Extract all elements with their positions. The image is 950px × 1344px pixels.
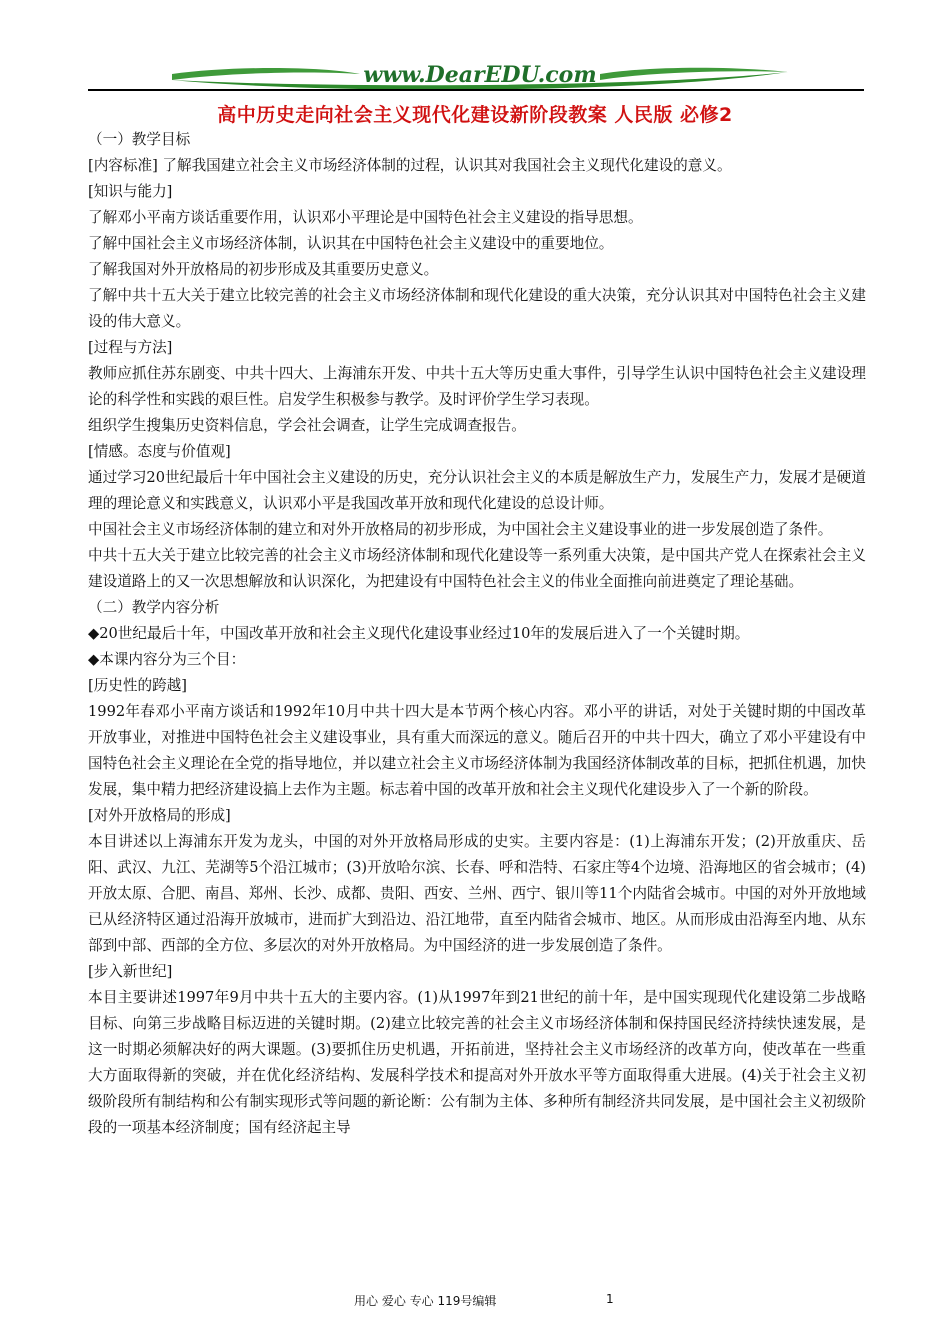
paragraph: 组织学生搜集历史资料信息，学会社会调查，让学生完成调查报告。 [88, 417, 526, 434]
section-heading: [情感。态度与价值观] [88, 443, 231, 460]
paragraph: 了解中共十五大关于建立比较完善的社会主义市场经济体制和现代化建设的重大决策，充分认识其对中国特色社会主义建设的伟大意义。 [88, 287, 866, 330]
logo-text: www.DearEDU.com [363, 62, 597, 88]
paragraph: ◆20世纪最后十年，中国改革开放和社会主义现代化建设事业经过10年的发展后进入了一个关键时期。 [88, 625, 750, 642]
footer-text: 用心 爱心 专心 119号编辑 [354, 1294, 497, 1308]
paragraph: ◆本课内容分为三个目： [88, 651, 246, 668]
paragraph: 本目讲述以上海浦东开发为龙头，中国的对外开放格局形成的史实。主要内容是：(1)上海浦东开发；(2)开放重庆、岳阳、武汉、九江、芜湖等5个沿江城市；(3)开放哈尔滨、长春、呼和浩特、石家庄等4个边境、沿海地区的省会城市；(4)开放太原、合肥、南昌、郑州、长沙、成都、贵阳、西安、兰州、西宁、银川等11个内陆省会城市。中国的对外开放地域已从经济特区通过沿海开放城市，进而扩大到沿边、沿江地带，直至内陆省会城市、地区。从而形成由沿海至内地、从东部到中部、西部的全方位、多层次的对外开放格局。为中国经济的进一步发展创造了条件。 [88, 833, 866, 954]
paragraph: 1992年春邓小平南方谈话和1992年10月中共十四大是本节两个核心内容。邓小平的讲话，对处于关键时期的中国改革开放事业，对推进中国特色社会主义建设事业，具有重大而深远的意义。随后召开的中共十四大，确立了邓小平建设有中国特色社会主义理论在全党的指导地位，并以建立社会主义市场经济体制为我国经济体制改革的目标，把抓住机遇，加快发展，集中精力把经济建设搞上去作为主题。标志着中国的改革开放和社会主义现代化建设步入了一个新的阶段。 [88, 703, 866, 798]
paragraph: 中国社会主义市场经济体制的建立和对外开放格局的初步形成，为中国社会主义建设事业的进一步发展创造了条件。 [88, 521, 833, 538]
paragraph: 了解邓小平南方谈话重要作用，认识邓小平理论是中国特色社会主义建设的指导思想。 [88, 209, 643, 226]
section-heading: [对外开放格局的形成] [88, 807, 231, 824]
paragraph: （二）教学内容分析 [88, 599, 220, 616]
document-body [88, 127, 866, 1141]
section-heading: [历史性的跨越] [88, 677, 187, 694]
paragraph: （一）教学目标 [88, 131, 191, 148]
paragraph: 中共十五大关于建立比较完善的社会主义市场经济体制和现代化建设等一系列重大决策，是中国共产党人在探索社会主义建设道路上的又一次思想解放和认识深化，为把建设有中国特色社会主义的伟业全面推向前进奠定了理论基础。 [88, 547, 866, 590]
document-title: 高中历史走向社会主义现代化建设新阶段教案 人民版 必修2 [217, 104, 733, 126]
paragraph: 教师应抓住苏东剧变、中共十四大、上海浦东开发、中共十五大等历史重大事件，引导学生认识中国特色社会主义建设理论的科学性和实践的艰巨性。启发学生积极参与教学。及时评价学生学习表现。 [88, 365, 866, 408]
section-heading: [知识与能力] [88, 183, 173, 200]
section-heading: [步入新世纪] [88, 963, 173, 980]
page-footer [0, 1292, 950, 1312]
paragraph: 了解我国对外开放格局的初步形成及其重要历史意义。 [88, 261, 439, 278]
section-heading: [过程与方法] [88, 339, 173, 356]
paragraph: 通过学习20世纪最后十年中国社会主义建设的历史，充分认识社会主义的本质是解放生产力，发展生产力，发展才是硬道理的理论意义和实践意义，认识邓小平是我国改革开放和现代化建设的总设计师。 [88, 469, 866, 512]
paragraph: [内容标准] 了解我国建立社会主义市场经济体制的过程，认识其对我国社会主义现代化建设的意义。 [88, 157, 732, 174]
paragraph: 了解中国社会主义市场经济体制，认识其在中国特色社会主义建设中的重要地位。 [88, 235, 614, 252]
page-number: 1 [606, 1292, 614, 1306]
paragraph: 本目主要讲述1997年9月中共十五大的主要内容。(1)从1997年到21世纪的前十年，是中国实现现代化建设第二步战略目标、向第三步战略目标迈进的关键时期。(2)建立比较完善的社会主义市场经济体制和保持国民经济持续快速发展，是这一时期必须解决好的两大课题。(3)要抓住历史机遇，开拓前进，坚持社会主义市场经济的改革方向，使改革在一些重大方面取得新的突破，并在优化经济结构、发展科学技术和提高对外开放水平等方面取得重大进展。(4)关于社会主义初级阶段所有制结构和公有制实现形式等问题的新论断：公有制为主体、多种所有制经济共同发展，是中国社会主义初级阶段的一项基本经济制度；国有经济起主导 [88, 989, 866, 1136]
header-divider [88, 89, 864, 91]
